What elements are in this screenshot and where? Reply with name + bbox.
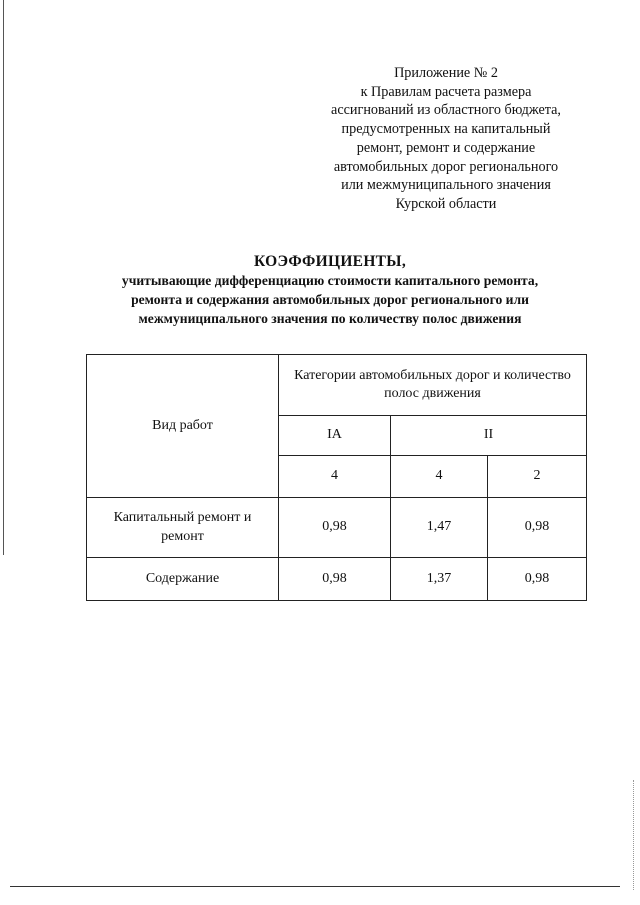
category-ii-header: II bbox=[391, 416, 587, 456]
lane-count-cell: 2 bbox=[488, 456, 587, 498]
coefficient-cell: 0,98 bbox=[279, 558, 391, 601]
appendix-line: автомобильных дорог регионального bbox=[333, 158, 559, 175]
appendix-line: или межмуниципального значения bbox=[341, 177, 551, 194]
appendix-line: к Правилам расчета размера bbox=[360, 83, 532, 100]
title-heading: КОЭФФИЦИЕНТЫ, bbox=[253, 253, 407, 270]
appendix-reference bbox=[300, 64, 592, 214]
appendix-line: Приложение № 2 bbox=[394, 65, 498, 81]
scan-bottom-line bbox=[10, 886, 620, 887]
appendix-line: ассигнований из областного бюджета, bbox=[331, 102, 561, 119]
coefficient-cell: 0,98 bbox=[488, 558, 587, 601]
table-row bbox=[87, 558, 587, 601]
subtitle-line: ремонта и содержания автомобильных дорог регионального или bbox=[131, 292, 529, 308]
appendix-line: Курской области bbox=[395, 195, 497, 212]
table-row bbox=[87, 498, 587, 558]
coefficient-cell: 1,47 bbox=[391, 498, 488, 558]
work-type-cell: Капитальный ремонт и ремонт bbox=[87, 498, 279, 558]
appendix-line: ремонт, ремонт и содержание bbox=[356, 139, 536, 156]
category-ia-header: IA bbox=[279, 416, 391, 456]
document-title bbox=[40, 252, 620, 329]
work-type-cell: Содержание bbox=[87, 558, 279, 601]
scan-edge-marks bbox=[633, 780, 635, 890]
lane-count-cell: 4 bbox=[391, 456, 488, 498]
work-type-header: Вид работ bbox=[87, 355, 279, 498]
title-subtitle bbox=[40, 271, 620, 329]
coefficient-cell: 0,98 bbox=[488, 498, 587, 558]
coefficient-cell: 0,98 bbox=[279, 498, 391, 558]
lane-count-cell: 4 bbox=[279, 456, 391, 498]
subtitle-line: учитывающие дифференциацию стоимости капитального ремонта, bbox=[121, 273, 539, 288]
coefficients-table bbox=[86, 354, 587, 601]
subtitle-line: межмуниципального значения по количеству полос движения bbox=[138, 311, 522, 327]
scan-edge-line bbox=[3, 0, 4, 555]
road-categories-header: Категории автомобильных дорог и количество полос движения bbox=[279, 355, 587, 416]
appendix-line: предусмотренных на капитальный bbox=[341, 121, 551, 138]
coefficient-cell: 1,37 bbox=[391, 558, 488, 601]
